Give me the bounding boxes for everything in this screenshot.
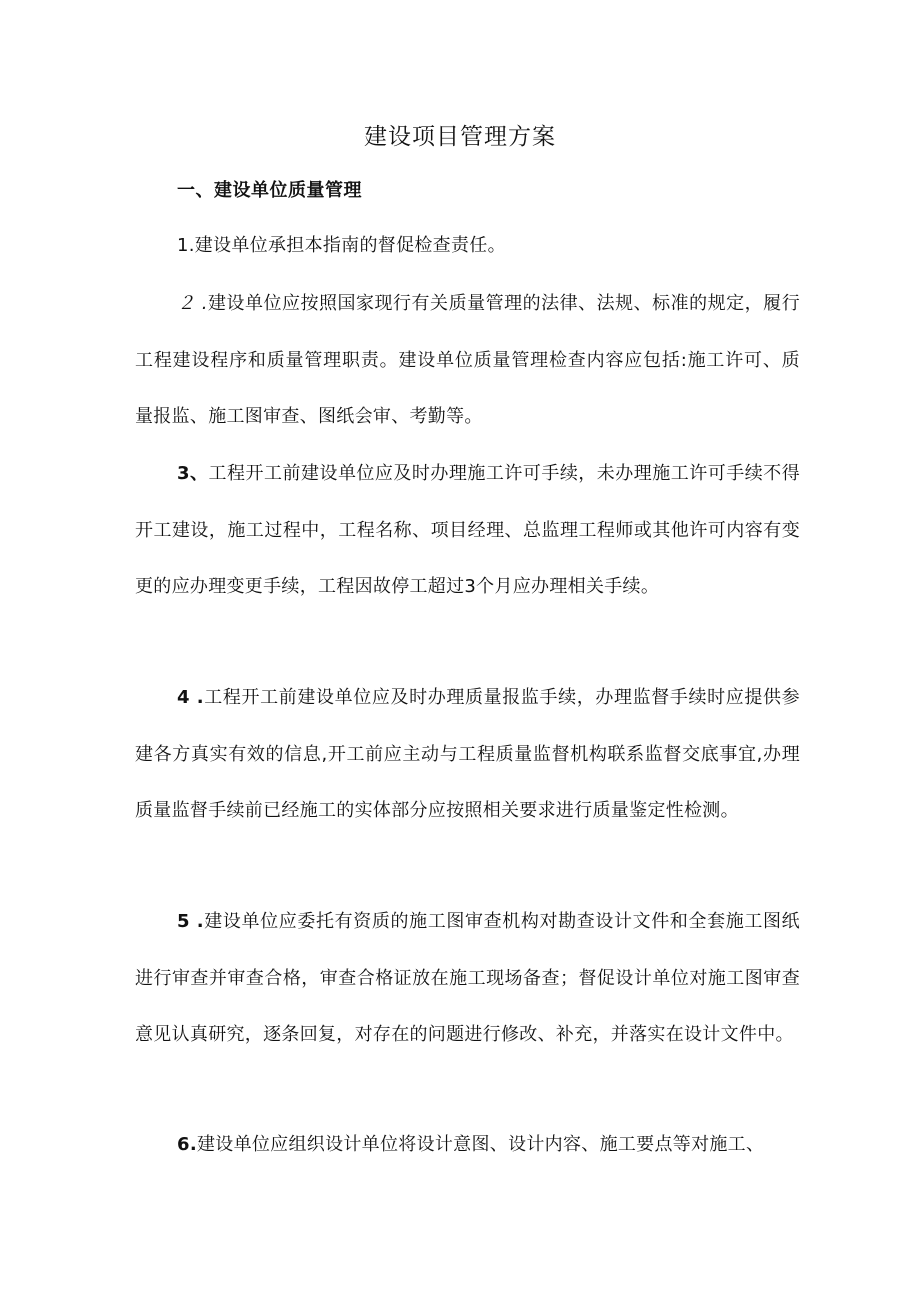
paragraph-4-number: 4 . (177, 687, 204, 708)
paragraph-5 (135, 894, 800, 1064)
paragraph-4-text: 工程开工前建设单位应及时办理质量报监手续，办理监督手续时应提供参建各方真实有效的信息,开工前应主动与工程质量监督机构联系监督交底事宜,办理质量监督手续前已经施工的实体部分应按照相关要求进行质量鉴定性检测。 (135, 687, 800, 822)
paragraph-4 (135, 670, 800, 840)
paragraph-1 (135, 218, 800, 275)
paragraph-2-text: 建设单位应按照国家现行有关质量管理的法律、法规、标准的规定，履行工程建设程序和质量管理职责。建设单位质量管理检查内容应包括:施工许可、质量报监、施工图审查、图纸会审、考勤等。 (135, 293, 800, 428)
paragraph-3-number: 3、 (177, 463, 209, 484)
document-title: 建设项目管理方案 (364, 124, 556, 150)
paragraph-3-text: 工程开工前建设单位应及时办理施工许可手续，未办理施工许可手续不得开工建设，施工过程中，工程名称、项目经理、总监理工程师或其他许可内容有变更的应办理变更手续，工程因故停工超过3个月应办理相关手续。 (135, 463, 800, 598)
paragraph-2-number: ２ . (177, 293, 208, 314)
paragraph-2 (135, 276, 800, 446)
section-heading: 一、建设单位质量管理 (177, 180, 362, 201)
paragraph-6-text: 建设单位应组织设计单位将设计意图、设计内容、施工要点等对施工、 (196, 1134, 765, 1155)
paragraph-6-number: 6. (177, 1134, 197, 1155)
paragraph-6 (135, 1117, 800, 1174)
paragraph-5-text: 建设单位应委托有资质的施工图审查机构对勘查设计文件和全套施工图纸进行审查并审查合格，审查合格证放在施工现场备查；督促设计单位对施工图审查意见认真研究，逐条回复，对存在的问题进行修改、补充，并落实在设计文件中。 (135, 911, 800, 1046)
paragraph-3 (135, 446, 800, 616)
paragraph-5-number: 5 . (177, 911, 204, 932)
paragraph-1-text: 建设单位承担本指南的督促检查责任。 (194, 235, 506, 256)
paragraph-1-number: 1. (177, 235, 195, 256)
